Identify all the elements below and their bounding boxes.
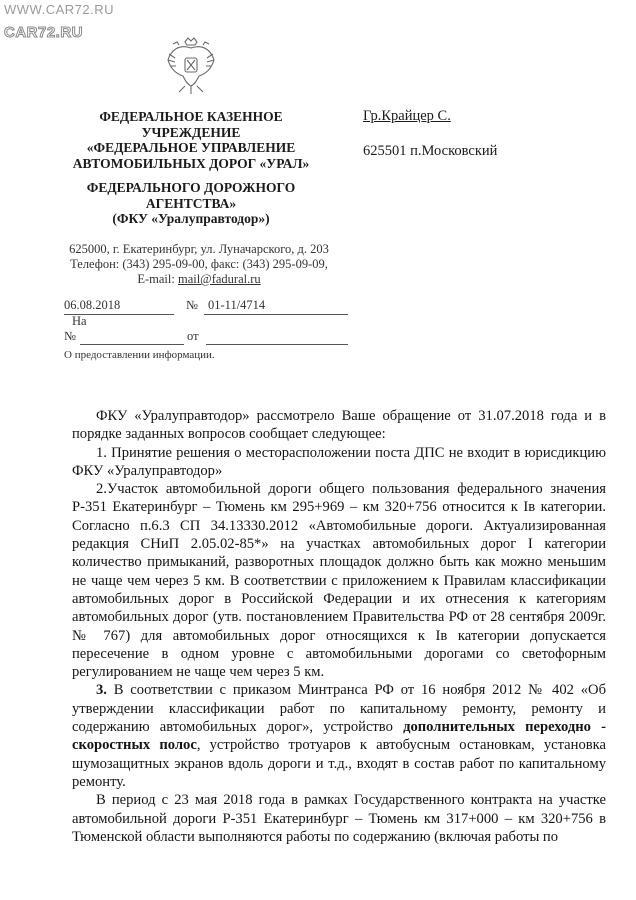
doc-number: 01-11/4714 [208, 298, 266, 312]
reply-date-label: от [187, 329, 199, 343]
reply-date-underline [206, 344, 348, 345]
org-line: ФЕДЕРАЛЬНОЕ КАЗЕННОЕ [99, 109, 283, 124]
agency-name [60, 180, 322, 227]
paragraph-3-text-a: В соответствии с приказом Минтранса РФ от 16 ноября 2012 № 402 «Об утверждении классификации работ по капитальному ремонту, ремонту и содержанию автомобильных дорог», устройство [72, 682, 606, 736]
paragraph-3-number: 3. [96, 682, 107, 699]
phone-fax: Телефон: (343) 295-09-00, факс: (343) 295-09-09, [70, 257, 328, 271]
number-underline [204, 314, 348, 315]
letter-body [72, 407, 606, 846]
postal-address: 625000, г. Екатеринбург, ул. Луначарского, д. 203 [69, 242, 329, 256]
org-line: «ФЕДЕРАЛЬНОЕ УПРАВЛЕНИЕ [86, 140, 296, 155]
email-link[interactable]: mail@fadural.ru [177, 272, 261, 286]
contact-block [60, 242, 338, 287]
reply-to-label: На [72, 314, 87, 328]
paragraph-3-text-b: , устройство тротуаров к автобусным остановкам, установка шумозащитных экранов вдоль дороги и т.д., входят в состав работ по капитальному ремонту. [72, 737, 607, 790]
org-line: ФЕДЕРАЛЬНОГО ДОРОЖНОГО [86, 180, 296, 195]
reply-number-label: № [64, 329, 76, 343]
russian-coat-of-arms-icon [165, 36, 217, 96]
doc-date: 06.08.2018 [64, 298, 121, 312]
watermark-top: WWW.CAR72.RU [4, 2, 114, 17]
paragraph-1: 1. Принятие решения о месторасположении поста ДПС не входит в юрисдикцию ФКУ «Уралуправтодор» [72, 444, 606, 479]
organization-name [60, 109, 322, 171]
org-line: УЧРЕЖДЕНИЕ [141, 124, 241, 140]
recipient-address: 625501 п.Московский [363, 143, 498, 159]
reply-number-underline [80, 344, 184, 345]
subject-line: О предоставлении информации. [64, 349, 215, 361]
recipient-name: Гр.Крайцер С. [363, 108, 451, 124]
org-line: АГЕНТСТВА» [145, 195, 237, 211]
paragraph-3 [72, 681, 606, 791]
org-line: АВТОМОБИЛЬНЫХ ДОРОГ «УРАЛ» [72, 155, 310, 171]
email-line [60, 272, 338, 287]
paragraph-4: В период с 23 мая 2018 года в рамках Государственного контракта на участке автомобильной дороги Р-351 Екатеринбург – Тюмень км 317+000 – км 320+756 в Тюменской области выполняются работы по содержанию (включая работы по [72, 792, 606, 845]
paragraph-3-bold: дополнительных переходно - скоростных полос [72, 719, 606, 754]
email-label: E-mail: [137, 272, 178, 286]
watermark-logo: CAR72.RU [4, 24, 84, 41]
paragraph-2: 2.Участок автомобильной дороги общего пользования федерального значения Р-351 Екатеринбург – Тюмень км 295+969 – км 320+756 относится к Iв категории. Согласно п.6.3 СП 34.13330.2012 «Автомобильные дороги. Актуализированная редакция СНиП 2.05.02-85*» на участках автомобильных дорог I категории количество примыканий, разворотных площадок должно быть как можно меньшим не чаще чем через 5 км. В соответствии с приложением к Правилам классификации автомобильных дорог в Российской Федерации и их отнесения к категориям автомобильных дорог (утв. постановлением Правительства РФ от 28 сентября 2009г. № 767) для автомобильных дорог относящихся к Iв категории допускается пересечение в одном уровне с автомобильными дорогами со светофорным регулированием не чаще чем через 5 км. [72, 481, 606, 681]
doc-number-label: № [186, 298, 198, 312]
org-line: (ФКУ «Уралуправтодор») [112, 211, 270, 226]
intro-paragraph: ФКУ «Уралуправтодор» рассмотрело Ваше обращение от 31.07.2018 года и в порядке заданных вопросов сообщает следующее: [72, 408, 606, 443]
